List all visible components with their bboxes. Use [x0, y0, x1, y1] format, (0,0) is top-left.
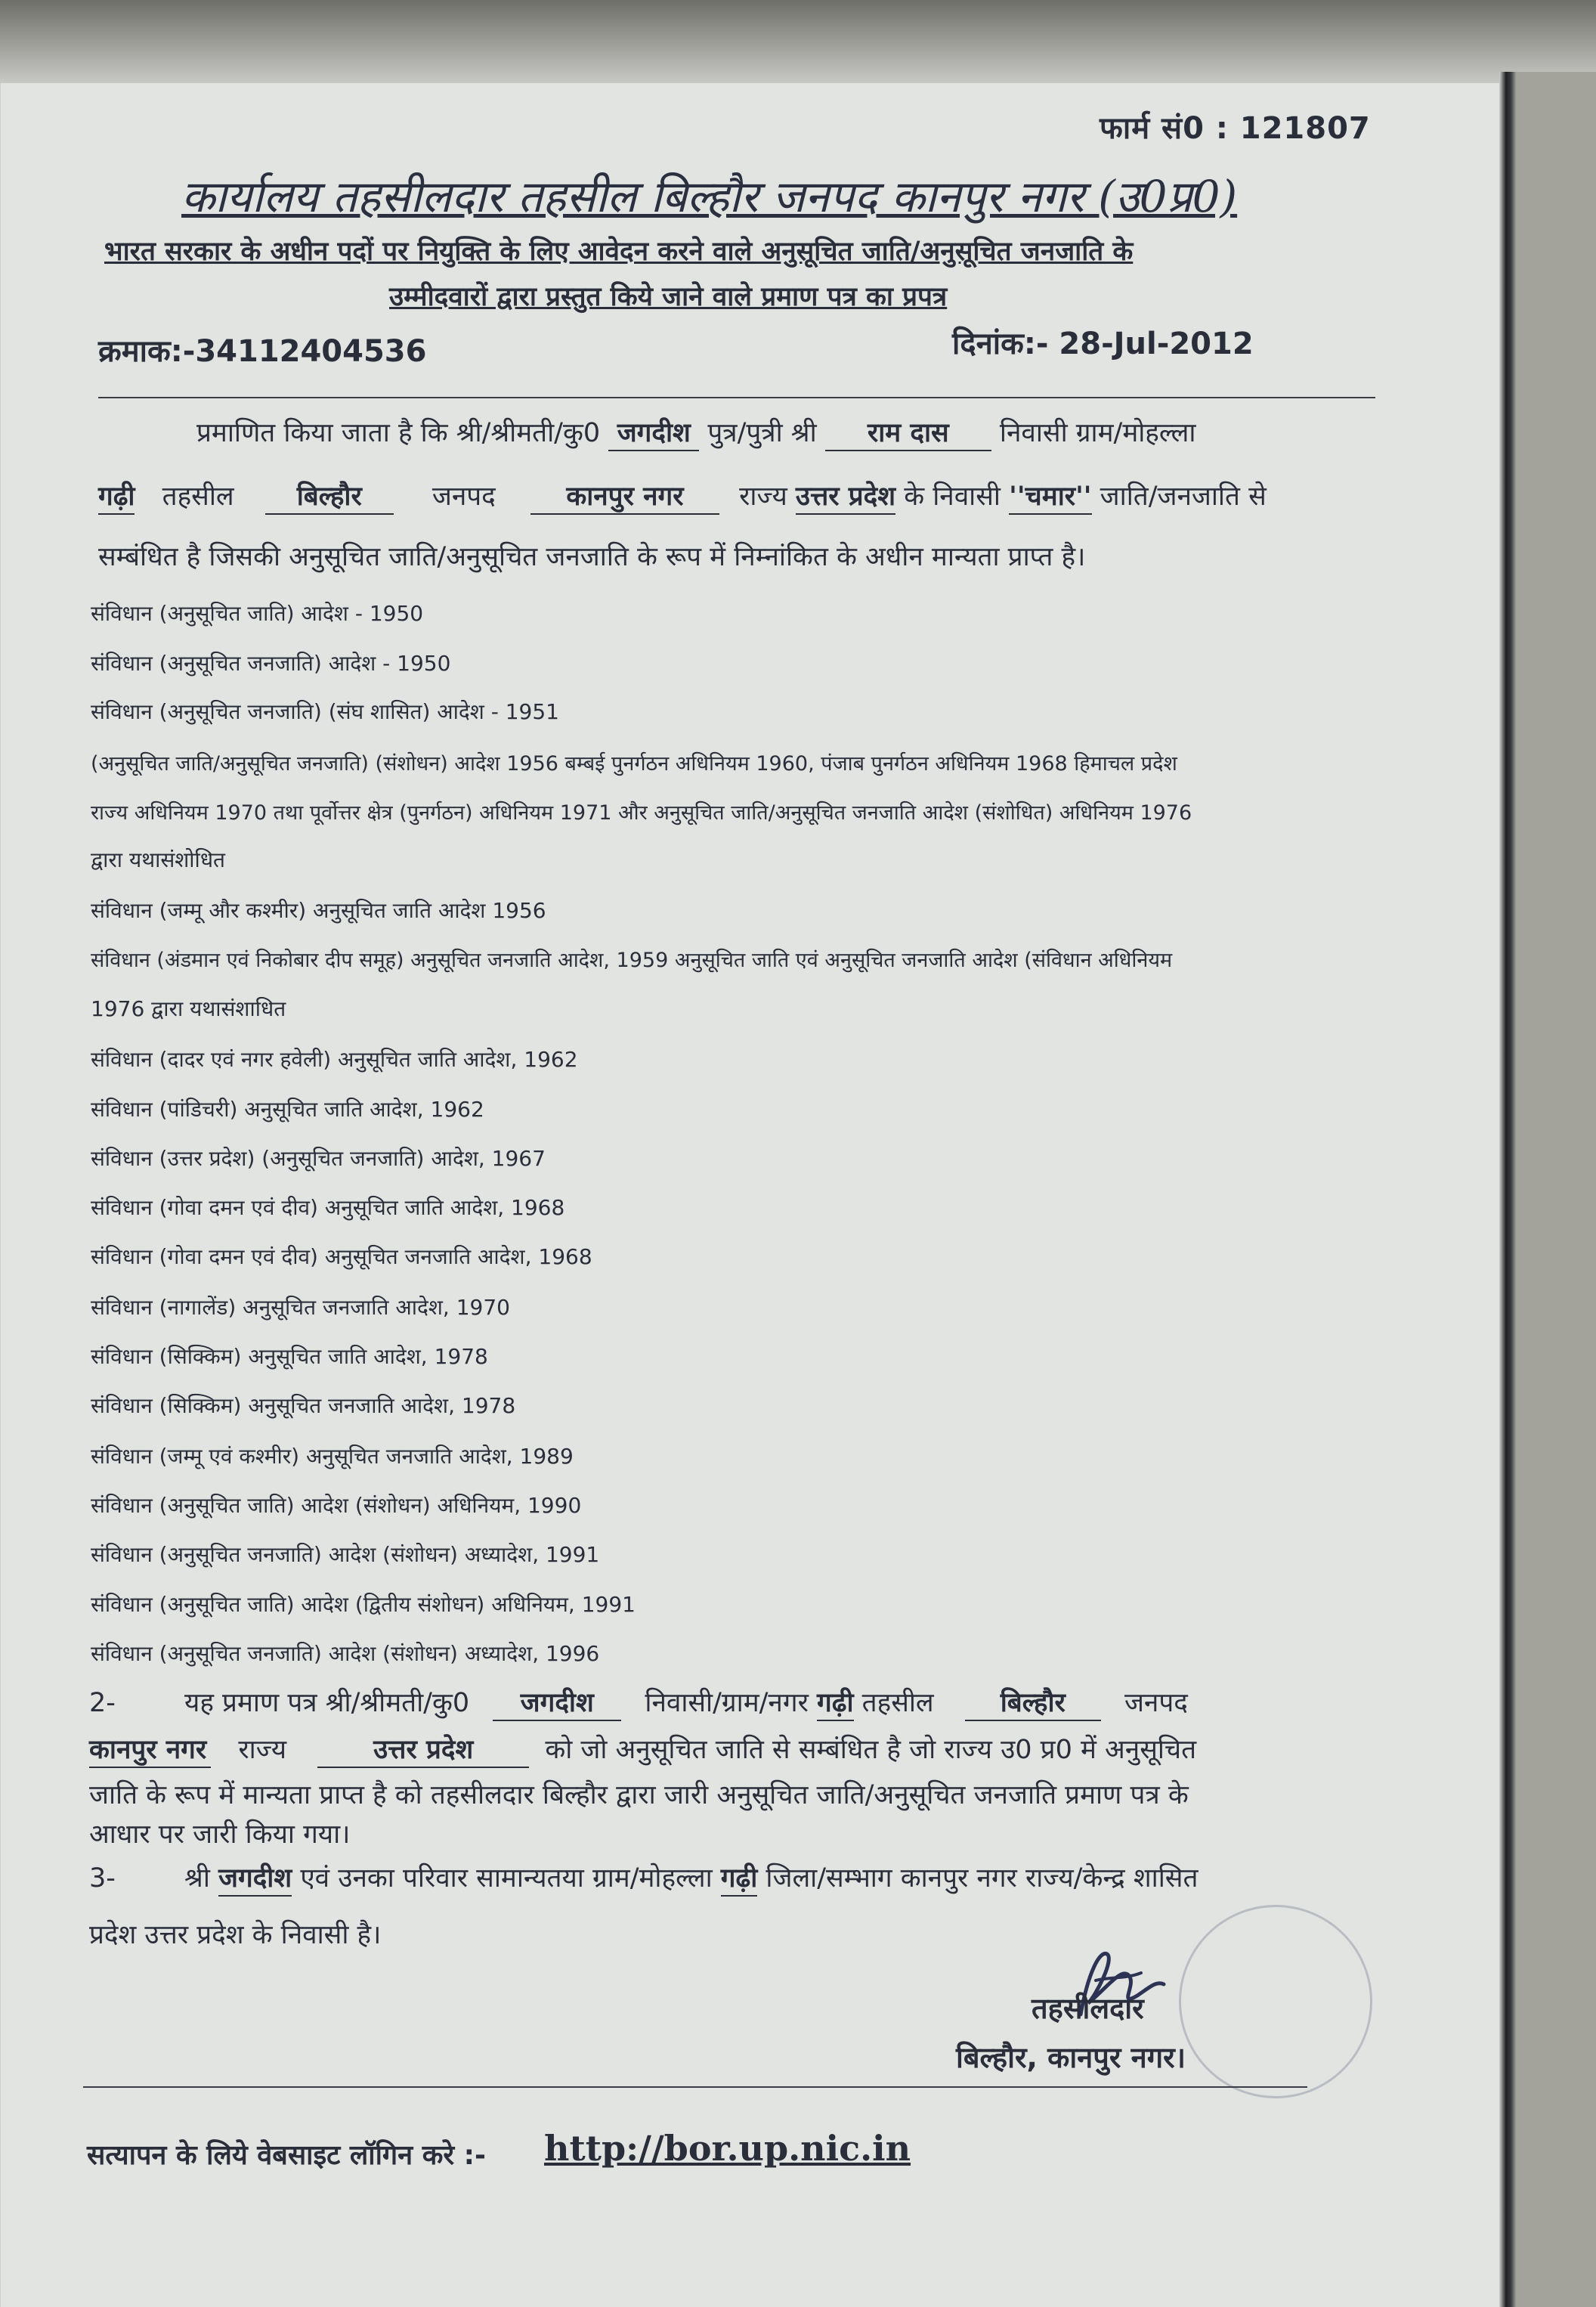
para1-text: पुत्र/पुत्री श्री	[707, 418, 817, 448]
order-item: संविधान (अनुसूचित जाति) आदेश - 1950	[91, 601, 424, 626]
order-item: संविधान (जम्मू एवं कश्मीर) अनुसूचित जनजाति आदेश, 1989	[91, 1444, 574, 1469]
order-item: राज्य अधिनियम 1970 तथा पूर्वोत्तर क्षेत्र (पुनर्गठन) अधिनियम 1971 और अनुसूचित जाति/अनुसूचित जनजाति आदेश (संशोधित) अधिनियम 1976	[91, 801, 1192, 825]
state: उत्तर प्रदेश	[317, 1731, 529, 1768]
order-item: संविधान (जम्मू और कश्मीर) अनुसूचित जाति आदेश 1956	[91, 898, 546, 923]
verification-label: सत्यापन के लिये वेबसाइट लॉगिन करे :-	[87, 2140, 486, 2171]
faint-seal	[1179, 1905, 1372, 2098]
office-title: कार्यालय तहसीलदार तहसील बिल्हौर जनपद कानपुर नगर (उ0प्र0)	[181, 171, 1238, 222]
order-item: संविधान (सिक्किम) अनुसूचित जनजाति आदेश, 1978	[91, 1393, 516, 1418]
para2-line1	[89, 1684, 1188, 1721]
applicant-name: जगदीश	[608, 414, 699, 451]
order-item: संविधान (अनुसूचित जाति) आदेश (द्वितीय संशोधन) अधिनियम, 1991	[91, 1592, 636, 1617]
issue-date: दिनांक:- 28-Jul-2012	[952, 327, 1254, 361]
para1-line2	[98, 478, 1267, 515]
scan-background	[1516, 72, 1596, 2307]
order-item: संविधान (अनुसूचित जनजाति) (संघ शासित) आदेश - 1951	[91, 699, 559, 724]
order-item: संविधान (दादर एवं नगर हवेली) अनुसूचित जाति आदेश, 1962	[91, 1047, 578, 1072]
village: गढ़ी	[98, 478, 135, 515]
district: कानपुर नगर	[530, 478, 719, 515]
caste: ''चमार''	[1009, 478, 1091, 515]
order-item: संविधान (नागालेंड) अनुसूचित जनजाति आदेश, 1970	[91, 1295, 510, 1320]
para3-text: श्री	[184, 1863, 210, 1894]
order-item: संविधान (गोवा दमन एवं दीव) अनुसूचित जाति आदेश, 1968	[91, 1195, 565, 1220]
para3-line1	[89, 1860, 1198, 1897]
para1-line3: सम्बंधित है जिसकी अनुसूचित जाति/अनुसूचित जनजाति के रूप में निम्नांकित के अधीन मान्यता प्राप्त है।	[98, 542, 1086, 572]
tehsil: बिल्हौर	[965, 1684, 1101, 1721]
para2-text: निवासी/ग्राम/नगर	[645, 1688, 809, 1718]
order-item: संविधान (उत्तर प्रदेश) (अनुसूचित जनजाति) आदेश, 1967	[91, 1146, 546, 1171]
order-item: 1976 द्वारा यथासंशाधित	[91, 996, 286, 1021]
para2-text: राज्य	[238, 1735, 287, 1765]
order-item: संविधान (सिक्किम) अनुसूचित जाति आदेश, 1978	[91, 1344, 488, 1369]
para3-line2: प्रदेश उत्तर प्रदेश के निवासी है।	[89, 1920, 382, 1950]
applicant-name: जगदीश	[493, 1684, 621, 1721]
order-item: संविधान (गोवा दमन एवं दीव) अनुसूचित जनजाति आदेश, 1968	[91, 1244, 592, 1269]
order-item: (अनुसूचित जाति/अनुसूचित जनजाति) (संशोधन) आदेश 1956 बम्बई पुनर्गठन अधिनियम 1960, पंजाब पुनर्गठन अधिनियम 1968 हिमाचल प्रदेश	[91, 752, 1177, 776]
para1-text: तहसील	[162, 482, 234, 512]
form-number: फार्म सं0 : 121807	[1100, 111, 1371, 146]
para1-text: जाति/जनजाति से	[1100, 482, 1267, 512]
header-divider	[98, 397, 1375, 398]
para2-text: तहसील	[861, 1688, 934, 1718]
footer-divider	[83, 2086, 1307, 2088]
para2-line4: आधार पर जारी किया गया।	[89, 1819, 351, 1850]
para2-text: जनपद	[1124, 1688, 1188, 1718]
district: कानपुर नगर	[89, 1731, 211, 1768]
order-item: संविधान (अनुसूचित जनजाति) आदेश - 1950	[91, 651, 451, 676]
para1-text: राज्य	[739, 482, 787, 512]
para1-text: के निवासी	[904, 482, 1001, 512]
village: गढ़ी	[721, 1860, 757, 1897]
order-item: संविधान (अनुसूचित जाति) आदेश (संशोधन) अधिनियम, 1990	[91, 1493, 582, 1518]
para1-text: जनपद	[431, 482, 496, 512]
para3-number: 3-	[89, 1863, 116, 1894]
para1-text: निवासी ग्राम/मोहल्ला	[999, 418, 1196, 448]
para1-text: प्रमाणित किया जाता है कि श्री/श्रीमती/कु0	[196, 418, 601, 448]
order-item: संविधान (अनुसूचित जनजाति) आदेश (संशोधन) अध्यादेश, 1996	[91, 1641, 600, 1666]
state: उत्तर प्रदेश	[796, 478, 895, 515]
para3-text: एवं उनका परिवार सामान्यतया ग्राम/मोहल्ला	[300, 1863, 713, 1894]
para2-text: यह प्रमाण पत्र श्री/श्रीमती/कु0	[184, 1688, 470, 1718]
applicant-name: जगदीश	[218, 1860, 292, 1897]
order-item: संविधान (पांडिचरी) अनुसूचित जाति आदेश, 1962	[91, 1097, 484, 1122]
serial-number: क्रमाक:-34112404536	[98, 334, 427, 369]
para2-line2	[89, 1731, 1196, 1768]
order-item: संविधान (अनुसूचित जनजाति) आदेश (संशोधन) अध्यादेश, 1991	[91, 1542, 600, 1567]
para2-text: को जो अनुसूचित जाति से सम्बंधित है जो राज्य उ0 प्र0 में अनुसूचित	[545, 1735, 1197, 1765]
tehsil: बिल्हौर	[265, 478, 394, 515]
para2-line3: जाति के रूप में मान्यता प्राप्त है को तहसीलदार बिल्हौर द्वारा जारी अनुसूचित जाति/अनुसूचित जनजाति प्रमाण पत्र के	[89, 1780, 1189, 1810]
verification-link[interactable]: http://bor.up.nic.in	[544, 2128, 911, 2169]
paper-right-edge	[1499, 72, 1516, 2307]
order-item: संविधान (अंडमान एवं निकोबार दीप समूह) अनुसूचित जनजाति आदेश, 1959 अनुसूचित जाति एवं अनुसूचित जनजाति आदेश (संविधान अधिनियम	[91, 949, 1173, 972]
para1-line1	[196, 414, 1195, 451]
subtitle-line-1: भारत सरकार के अधीन पदों पर नियुक्ति के लिए आवेदन करने वाले अनुसूचित जाति/अनुसूचित जनजाति के	[104, 237, 1134, 267]
father-name: राम दास	[825, 414, 991, 451]
para2-number: 2-	[89, 1688, 116, 1718]
subtitle-line-2: उम्मीदवारों द्वारा प्रस्तुत किये जाने वाले प्रमाण पत्र का प्रपत्र	[389, 282, 948, 312]
signatory-title: तहसीलदार	[1032, 1992, 1144, 2025]
order-item: द्वारा यथासंशोधित	[91, 847, 225, 872]
para3-text: जिला/सम्भाग कानपुर नगर राज्य/केन्द्र शासित	[766, 1863, 1199, 1894]
village: गढ़ी	[817, 1684, 853, 1721]
signatory-place: बिल्हौर, कानपुर नगर।	[956, 2041, 1186, 2074]
